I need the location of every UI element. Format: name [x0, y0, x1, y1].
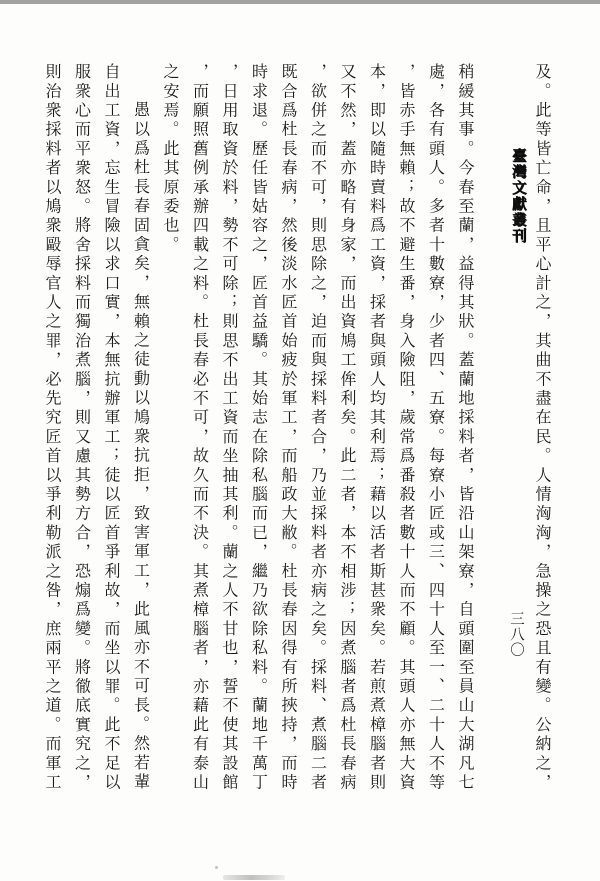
text-column: 時求退。歷任皆姑容之，匠首益驕。其始志在除私腦而已，繼乃欲除私料。蘭地千萬丁: [249, 63, 267, 793]
scan-top-edge-bar: [0, 0, 600, 4]
running-head-title: 臺灣文獻叢刊: [510, 148, 526, 244]
text-column: 自出工資，忘生冒險以求口實，本無抗辦軍工；徒以匠首爭利故，而坐以罪。此不足以: [102, 63, 119, 793]
text-column: 之安焉。此其原委也。: [161, 63, 178, 255]
text-column: 既合爲杜長春病，然後淡水匠首始疲於軍工，而船政大敝。杜長春因得有所挾持，而時: [279, 63, 296, 793]
text-column: ，欲併之而不可，則思除之，迫而與採料者合，乃並採料者亦病之矣。採料、煮腦二者: [308, 63, 326, 793]
text-column: 稍緩其事。今春至蘭，益得其狀。蓋蘭地採料者，皆沿山架寮，自頭圍至員山大湖凡七: [456, 63, 473, 793]
text-column: 及。此等皆亡命，且平心計之，其曲不盡在民。人情洶洶，急操之恐且有變。公納之，: [533, 63, 550, 793]
text-column: 本，即以隨時賣料爲工資，採者與頭人均其利焉；藉以活者斯甚衆矣。若煎煮樟腦者則: [367, 63, 385, 793]
scan-dust-speck: [215, 866, 218, 869]
text-column: 又不然，蓋亦略有身家，而出資鳩工侔利矣。此二者，本不相涉；因煮腦者爲杜長春病: [338, 63, 355, 793]
text-column: ，日用取資於料，勢不可除；則思不出工資而坐抽其利。蘭之人不甘也，誓不使其設館: [220, 63, 237, 793]
scan-bottom-smudge: [223, 875, 285, 880]
text-column: ，而願照舊例承辦四載之料。杜長春必不可，故久而不決。其煮樟腦者，亦藉此有泰山: [190, 63, 208, 793]
page-number: 三八〇: [508, 611, 524, 658]
text-column: ，皆赤手無賴；故不避生番，身入險阻，歲常爲番殺者數十人而不顧。其頭人亦無大資: [397, 63, 414, 793]
text-block: [37, 63, 557, 823]
text-column: 則治衆採料者以鳩衆毆辱官人之罪，必先究匠首以爭利勒派之咎，庶兩平之道。而軍工: [43, 63, 60, 793]
text-column-paragraph-start: 愚以爲杜長春固貪矣，無賴之徒動以鳩衆抗拒，致害軍工，此風亦不可長。然若輩: [131, 101, 149, 793]
text-column: 處，各有頭人。多者十數寮，少者四、五寮。每寮小匠或三、四十人至一、二十人不等: [426, 63, 444, 793]
text-column: 服衆心而平衆怒。將舍採料而獨治煮腦，則又慮其勢方合，恐煽爲變。將徹底實究之，: [72, 63, 90, 793]
